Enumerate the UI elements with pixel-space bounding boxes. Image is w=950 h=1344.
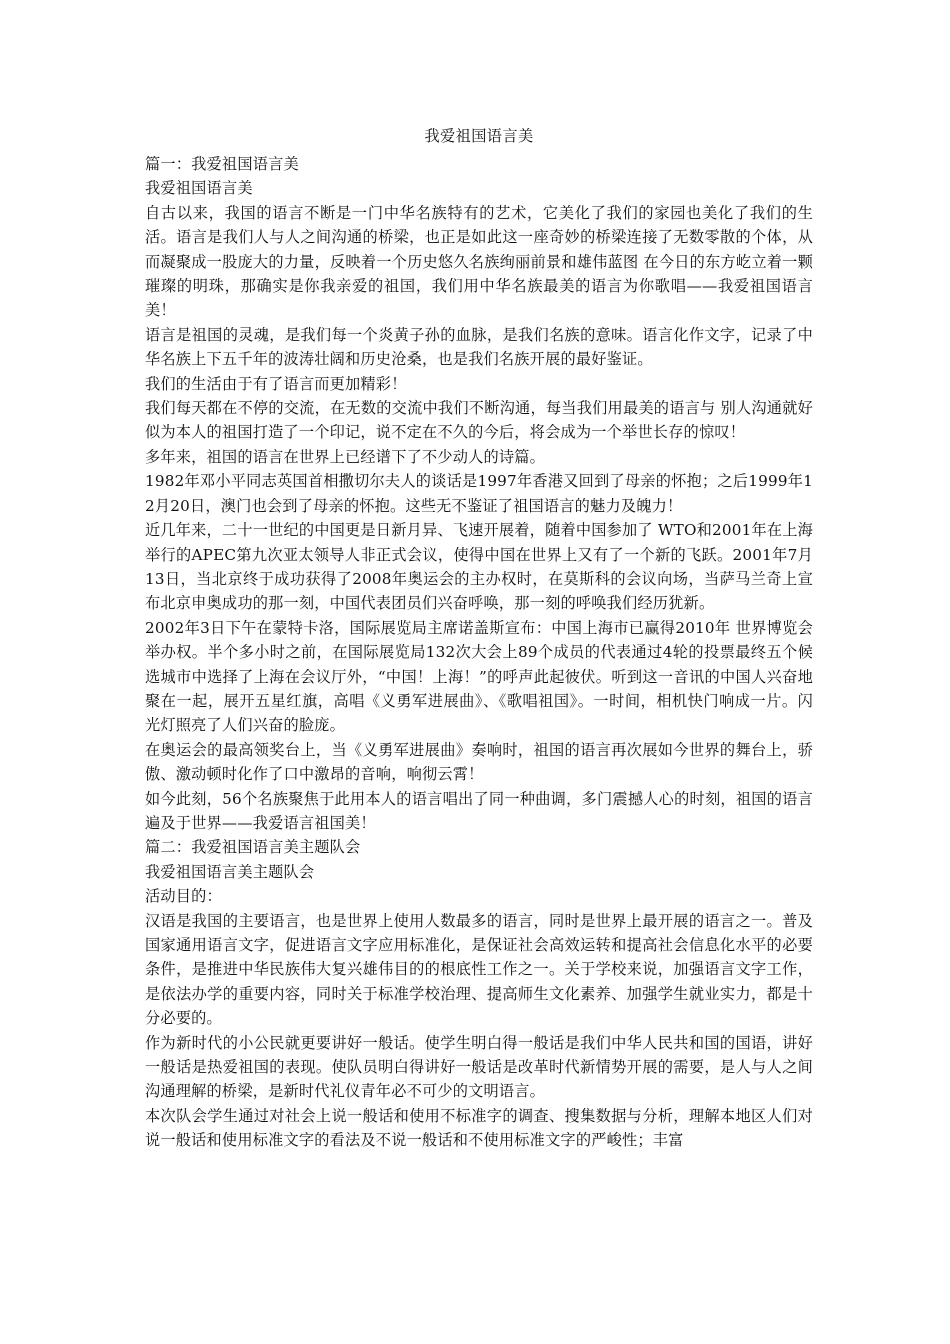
paragraph: 如今此刻，56个名族聚焦于此用本人的语言唱出了同一种曲调，多门震撼人心的时刻，祖国的语言遍及于世界——我爱语言祖国美！: [145, 789, 813, 832]
paragraph: 汉语是我国的主要语言，也是世界上使用人数最多的语言，同时是世界上最开展的语言之一。普及国家通用语言文字，促进语言文字应用标准化，是保证社会高效运转和提高社会信息化水平的必要条件，是推进中华民族伟大复兴雄伟目的的根底性工作之一。关于学校来说，加强语言文字工作，是依法办学的重要内容，同时关于标准学校治理、提高师生文化素养、加强学生就业实力，都是十分必要的。: [145, 911, 813, 1028]
paragraph: 我们每天都在不停的交流，在无数的交流中我们不断沟通，每当我们用最美的语言与 别人沟通就好似为本人的祖国打造了一个印记，说不定在不久的今后，将会成为一个举世长存的惊叹！: [145, 399, 813, 442]
document-title: 我爱祖国语言美: [424, 127, 534, 145]
paragraph: 我爱祖国语言美: [145, 179, 253, 198]
paragraph: 本次队会学生通过对社会上说一般话和使用不标准字的调查、搜集数据与分析，理解本地区人们对说一般话和使用标准文字的看法及不说一般话和不使用标准文字的严峻性；丰富: [145, 1106, 813, 1150]
paragraph: 2002年3日下午在蒙特卡洛，国际展览局主席诺盖斯宣布：中国上海市已赢得2010年 世界博览会举办权。半个多小时之前，在国际展览局132次大会上89个成员的代表通过4轮的投票最终五个候选城市中选择了上海在会议厅外，“中国！上海！”的呼声此起彼伏。听到这一音讯的中国人兴奋地聚在一起，展开五星红旗，高唱《义勇军进展曲》、《歌唱祖国》。一时间，相机快门响成一片。闪光灯照亮了人们兴奋的脸庞。: [145, 618, 813, 735]
paragraph: 活动目的：: [145, 887, 222, 906]
paragraph: 我爱祖国语言美主题队会: [145, 862, 315, 881]
section-heading: 篇二：我爱祖国语言美主题队会: [145, 838, 361, 857]
paragraph: 作为新时代的小公民就更要讲好一般话。使学生明白得一般话是我们中华人民共和国的国语，讲好一般话是热爱祖国的表现。使队员明白得讲好一般话是改革时代新情势开展的需要，是人与人之间沟通理解的桥梁，是新时代礼仪青年必不可少的文明语言。: [145, 1033, 813, 1101]
paragraph: 近几年来，二十一世纪的中国更是日新月异、飞速开展着，随着中国参加了 WTO和2001年在上海举行的APEC第九次亚太领导人非正式会议，使得中国在世界上又有了一个新的飞跃。2001年7月13日，当北京终于成功获得了2008年奥运会的主办权时，在莫斯科的会议向场，当萨马兰奇上宣布北京申奥成功的那一刻，中国代表团员们兴奋呼唤，那一刻的呼唤我们经历犹新。: [145, 521, 813, 613]
paragraph: 自古以来，我国的语言不断是一门中华名族特有的艺术，它美化了我们的家园也美化了我们的生活。语言是我们人与人之间沟通的桥梁，也正是如此这一座奇妙的桥梁连接了无数零散的个体，从而凝聚成一股庞大的力量，反映着一个历史悠久名族绚丽前景和雄伟蓝图 在今日的东方屹立着一颗璀璨的明珠，那确实是你我亲爱的祖国，我们用中华名族最美的语言为你歌唱——我爱祖国语言美！: [145, 203, 813, 320]
paragraph: 篇一：我爱祖国语言美: [145, 155, 299, 173]
paragraph: 1982年邓小平同志英国首相撒切尔夫人的谈话是1997年香港又回到了母亲的怀抱；之后1999年12月20日，澳门也会到了母亲的怀抱。这些无不鉴证了祖国语言的魅力及魄力！: [145, 472, 813, 515]
paragraph: 我们的生活由于有了语言而更加精彩！: [145, 374, 407, 393]
paragraph: 在奥运会的最高领奖台上，当《义勇军进展曲》奏响时，祖国的语言再次展如今世界的舞台上，骄傲、激动顿时化作了口中激昂的音响，响彻云霄！: [145, 740, 813, 784]
paragraph: 多年来，祖国的语言在世界上已经谱下了不少动人的诗篇。: [145, 447, 546, 466]
document-page: [145, 124, 813, 1153]
paragraph: 语言是祖国的灵魂，是我们每一个炎黄子孙的血脉，是我们名族的意味。语言化作文字，记录了中华名族上下五千年的波涛壮阔和历史沧桑，也是我们名族开展的最好鉴证。: [145, 325, 813, 369]
